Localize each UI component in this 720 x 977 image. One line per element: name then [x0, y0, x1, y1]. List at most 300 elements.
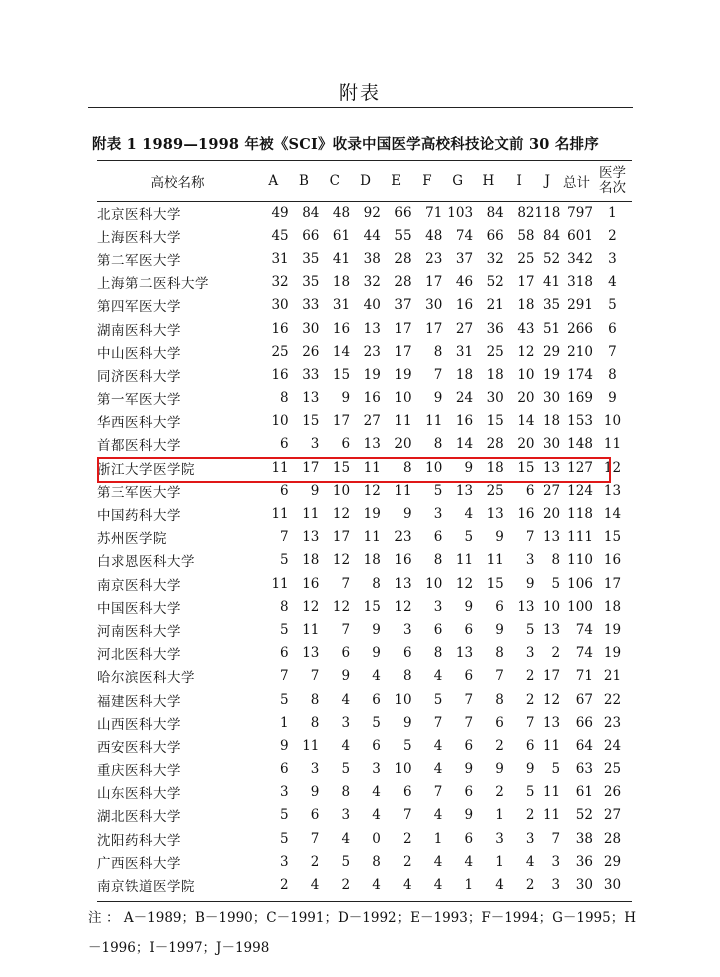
- year-count-cell: 8: [433, 436, 443, 453]
- header-d: D: [360, 173, 371, 189]
- year-count-cell: 4: [433, 668, 443, 685]
- rank-cell: 16: [603, 552, 622, 569]
- year-count-cell: 103: [447, 204, 474, 221]
- header-total: 总计: [563, 175, 591, 191]
- year-count-cell: 4: [372, 877, 381, 894]
- year-count-cell: 7: [464, 714, 474, 731]
- year-count-cell: 15: [517, 459, 535, 476]
- year-count-cell: 43: [517, 320, 535, 337]
- year-count-cell: 3: [433, 598, 443, 615]
- year-count-cell: 52: [486, 274, 504, 291]
- year-count-cell: 13: [363, 320, 381, 337]
- year-count-cell: 27: [363, 413, 381, 430]
- year-count-cell: 5: [280, 807, 289, 824]
- year-count-cell: 18: [302, 552, 320, 569]
- year-count-cell: 3: [372, 761, 381, 778]
- year-count-cell: 9: [464, 598, 474, 615]
- year-count-cell: 30: [271, 297, 289, 314]
- year-count-cell: 9: [372, 645, 381, 662]
- year-count-cell: 15: [302, 413, 320, 430]
- year-count-cell: 7: [464, 691, 474, 708]
- header-e: E: [391, 173, 402, 189]
- year-count-cell: 19: [394, 366, 412, 383]
- year-count-cell: 9: [525, 761, 535, 778]
- year-count-cell: 20: [542, 506, 561, 523]
- year-count-cell: 23: [425, 250, 443, 267]
- year-count-cell: 3: [433, 506, 443, 523]
- year-count-cell: 8: [280, 598, 289, 615]
- year-count-cell: 4: [433, 807, 443, 824]
- year-count-cell: 13: [517, 598, 535, 615]
- year-count-cell: 25: [486, 482, 504, 499]
- year-count-cell: 16: [332, 320, 351, 337]
- year-count-cell: 3: [280, 853, 289, 870]
- year-count-cell: 3: [525, 645, 535, 662]
- rank-cell: 27: [603, 807, 622, 824]
- year-count-cell: 82: [517, 204, 535, 221]
- year-count-cell: 6: [464, 668, 474, 685]
- total-cell: 74: [575, 645, 593, 662]
- year-count-cell: 8: [551, 552, 561, 569]
- year-count-cell: 11: [394, 482, 412, 499]
- table-row: [97, 317, 632, 340]
- total-cell: 124: [567, 482, 593, 499]
- year-count-cell: 6: [433, 529, 443, 546]
- year-count-cell: 2: [525, 691, 535, 708]
- university-name-cell: 第二军医大学: [97, 252, 181, 269]
- year-count-cell: 6: [372, 691, 381, 708]
- university-name-cell: 苏州医学院: [97, 531, 167, 548]
- year-count-cell: 1: [464, 877, 474, 894]
- year-count-cell: 17: [332, 529, 351, 546]
- year-count-cell: 3: [280, 784, 289, 801]
- year-count-cell: 52: [542, 250, 561, 267]
- table-row: [97, 873, 632, 896]
- total-cell: 71: [575, 668, 593, 685]
- year-count-cell: 11: [394, 413, 412, 430]
- year-count-cell: 7: [433, 784, 443, 801]
- year-count-cell: 31: [455, 343, 474, 360]
- rank-cell: 19: [603, 621, 622, 638]
- year-count-cell: 17: [394, 343, 412, 360]
- year-count-cell: 6: [464, 621, 474, 638]
- year-count-cell: 66: [486, 227, 504, 244]
- year-count-cell: 10: [394, 691, 412, 708]
- year-count-cell: 33: [302, 297, 320, 314]
- year-count-cell: 8: [310, 714, 320, 731]
- year-count-cell: 15: [332, 459, 351, 476]
- year-count-cell: 7: [310, 830, 320, 847]
- university-name-cell: 中山医科大学: [97, 345, 181, 362]
- table-row: [97, 688, 632, 711]
- year-count-cell: 8: [372, 575, 381, 592]
- year-count-cell: 10: [394, 761, 412, 778]
- year-count-cell: 10: [542, 598, 561, 615]
- rank-cell: 10: [603, 413, 622, 430]
- year-count-cell: 11: [363, 459, 381, 476]
- total-cell: 153: [567, 413, 593, 430]
- year-count-cell: 6: [464, 737, 474, 754]
- year-count-cell: 8: [433, 343, 443, 360]
- year-count-cell: 28: [394, 250, 412, 267]
- year-count-cell: 92: [363, 204, 381, 221]
- university-name-cell: 福建医科大学: [97, 693, 181, 710]
- total-cell: 342: [567, 250, 593, 267]
- year-count-cell: 7: [280, 668, 289, 685]
- year-count-cell: 1: [433, 830, 443, 847]
- university-name-cell: 西安医科大学: [97, 739, 181, 756]
- year-count-cell: 2: [341, 877, 351, 894]
- year-count-cell: 37: [455, 250, 474, 267]
- year-count-cell: 9: [495, 761, 504, 778]
- rank-cell: 19: [603, 645, 622, 662]
- year-count-cell: 6: [280, 482, 289, 499]
- year-count-cell: 84: [486, 204, 504, 221]
- year-count-cell: 9: [464, 761, 474, 778]
- year-count-cell: 25: [517, 250, 535, 267]
- year-count-cell: 11: [542, 737, 561, 754]
- year-count-cell: 5: [525, 784, 535, 801]
- year-count-cell: 37: [394, 297, 412, 314]
- year-count-cell: 6: [372, 737, 381, 754]
- year-count-cell: 13: [542, 621, 561, 638]
- year-count-cell: 5: [464, 529, 474, 546]
- year-count-cell: 5: [551, 575, 561, 592]
- year-count-cell: 25: [271, 343, 289, 360]
- year-count-cell: 3: [551, 877, 561, 894]
- year-count-cell: 11: [302, 506, 320, 523]
- year-count-cell: 2: [525, 877, 535, 894]
- rank-cell: 3: [608, 250, 617, 267]
- year-count-cell: 31: [332, 297, 351, 314]
- year-count-cell: 32: [486, 250, 504, 267]
- table-row: [97, 502, 632, 525]
- year-count-cell: 8: [341, 784, 351, 801]
- year-count-cell: 38: [363, 250, 381, 267]
- university-name-cell: 南京铁道医学院: [97, 879, 195, 896]
- year-count-cell: 32: [271, 274, 289, 291]
- year-count-cell: 17: [332, 413, 351, 430]
- header-h: H: [482, 173, 495, 189]
- year-count-cell: 6: [495, 714, 504, 731]
- year-count-cell: 6: [310, 807, 320, 824]
- table-row: [97, 271, 632, 294]
- university-name-cell: 中国医科大学: [97, 600, 181, 617]
- year-count-cell: 11: [542, 784, 561, 801]
- year-count-cell: 9: [402, 714, 412, 731]
- total-cell: 601: [567, 227, 593, 244]
- year-count-cell: 13: [302, 390, 320, 407]
- year-count-cell: 11: [271, 506, 289, 523]
- year-count-cell: 8: [402, 668, 412, 685]
- rank-cell: 23: [603, 714, 622, 731]
- year-count-cell: 13: [302, 645, 320, 662]
- year-count-cell: 23: [394, 529, 412, 546]
- year-count-cell: 5: [525, 621, 535, 638]
- year-count-cell: 12: [363, 482, 381, 499]
- university-name-cell: 第四军医大学: [97, 299, 181, 316]
- year-count-cell: 11: [455, 552, 474, 569]
- table-row: [97, 340, 632, 363]
- year-count-cell: 25: [486, 343, 504, 360]
- university-name-cell: 湖北医科大学: [97, 809, 181, 826]
- year-count-cell: 8: [310, 691, 320, 708]
- year-count-cell: 27: [542, 482, 561, 499]
- table-row: [97, 827, 632, 850]
- year-count-cell: 4: [495, 877, 504, 894]
- year-count-cell: 6: [280, 436, 289, 453]
- year-count-cell: 4: [464, 506, 474, 523]
- total-cell: 210: [567, 343, 593, 360]
- total-cell: 74: [575, 621, 593, 638]
- year-count-cell: 12: [455, 575, 474, 592]
- highlight-box: [97, 457, 611, 483]
- year-count-cell: 40: [363, 297, 381, 314]
- year-count-cell: 26: [302, 343, 320, 360]
- university-name-cell: 上海第二医科大学: [97, 276, 209, 293]
- university-name-cell: 南京医科大学: [97, 577, 181, 594]
- year-count-cell: 9: [464, 807, 474, 824]
- year-count-cell: 7: [495, 668, 504, 685]
- year-count-cell: 7: [525, 529, 535, 546]
- header-i: I: [516, 173, 522, 189]
- year-count-cell: 29: [542, 343, 561, 360]
- year-count-cell: 14: [455, 436, 474, 453]
- year-count-cell: 1: [495, 853, 504, 870]
- university-name-cell: 河北医科大学: [97, 647, 181, 664]
- year-count-cell: 6: [464, 784, 474, 801]
- year-count-cell: 35: [542, 297, 561, 314]
- total-cell: 118: [567, 506, 593, 523]
- year-count-cell: 4: [433, 877, 443, 894]
- rank-cell: 11: [603, 436, 622, 453]
- year-count-cell: 13: [486, 506, 504, 523]
- year-count-cell: 9: [280, 737, 289, 754]
- year-count-cell: 41: [332, 250, 351, 267]
- university-name-cell: 上海医科大学: [97, 229, 181, 246]
- year-count-cell: 9: [495, 621, 504, 638]
- year-count-cell: 30: [542, 390, 561, 407]
- year-count-cell: 5: [402, 737, 412, 754]
- university-name-cell: 第一军医大学: [97, 392, 181, 409]
- year-count-cell: 9: [310, 482, 320, 499]
- year-count-cell: 2: [402, 830, 412, 847]
- year-count-cell: 12: [517, 343, 535, 360]
- year-count-cell: 11: [486, 552, 504, 569]
- year-count-cell: 8: [372, 853, 381, 870]
- year-count-cell: 41: [542, 274, 561, 291]
- header-university: 高校名称: [150, 175, 205, 191]
- year-count-cell: 10: [425, 575, 443, 592]
- total-cell: 318: [567, 274, 593, 291]
- total-cell: 127: [567, 459, 593, 476]
- rank-cell: 26: [603, 784, 622, 801]
- year-count-cell: 36: [486, 320, 504, 337]
- year-count-cell: 8: [280, 390, 289, 407]
- year-count-cell: 17: [517, 274, 535, 291]
- year-count-cell: 4: [341, 691, 351, 708]
- year-count-cell: 3: [495, 830, 504, 847]
- year-count-cell: 4: [433, 737, 443, 754]
- year-count-cell: 6: [525, 737, 535, 754]
- year-count-cell: 9: [341, 390, 351, 407]
- top-rule: [88, 107, 633, 108]
- year-count-cell: 10: [425, 459, 443, 476]
- year-count-cell: 16: [394, 552, 412, 569]
- year-count-cell: 2: [402, 853, 412, 870]
- table-row: [97, 618, 632, 641]
- rank-cell: 15: [603, 529, 622, 546]
- total-cell: 63: [575, 761, 593, 778]
- year-count-cell: 12: [332, 598, 351, 615]
- year-count-cell: 15: [332, 366, 351, 383]
- rank-cell: 25: [603, 761, 622, 778]
- total-cell: 64: [575, 737, 593, 754]
- table-row: [97, 549, 632, 572]
- year-count-cell: 17: [302, 459, 320, 476]
- table-row: [97, 201, 632, 224]
- rank-cell: 2: [608, 227, 617, 244]
- year-count-cell: 84: [542, 227, 561, 244]
- year-count-cell: 6: [280, 645, 289, 662]
- total-cell: 66: [575, 714, 593, 731]
- year-count-cell: 10: [271, 413, 289, 430]
- table-row: [97, 665, 632, 688]
- year-count-cell: 45: [271, 227, 289, 244]
- header-c: C: [329, 173, 340, 189]
- year-count-cell: 15: [486, 413, 504, 430]
- year-count-cell: 61: [332, 227, 351, 244]
- total-cell: 52: [575, 807, 593, 824]
- year-count-cell: 32: [363, 274, 381, 291]
- ranking-table: [97, 161, 632, 897]
- year-count-cell: 58: [517, 227, 535, 244]
- year-count-cell: 48: [332, 204, 351, 221]
- year-count-cell: 28: [486, 436, 504, 453]
- year-count-cell: 9: [525, 575, 535, 592]
- year-count-cell: 4: [372, 807, 381, 824]
- table-row: [97, 387, 632, 410]
- year-count-cell: 3: [310, 761, 320, 778]
- year-count-cell: 5: [341, 853, 351, 870]
- year-count-cell: 6: [341, 645, 351, 662]
- year-count-cell: 12: [332, 506, 351, 523]
- university-name-cell: 广西医科大学: [97, 855, 181, 872]
- year-count-cell: 11: [363, 529, 381, 546]
- year-count-cell: 20: [394, 436, 412, 453]
- year-count-cell: 14: [517, 413, 535, 430]
- year-count-cell: 3: [341, 807, 351, 824]
- year-count-cell: 46: [455, 274, 474, 291]
- year-count-cell: 4: [341, 830, 351, 847]
- year-count-cell: 14: [332, 343, 351, 360]
- table-row: [97, 850, 632, 873]
- total-cell: 38: [575, 830, 593, 847]
- year-count-cell: 3: [341, 714, 351, 731]
- year-count-cell: 30: [542, 436, 561, 453]
- university-name-cell: 沈阳药科大学: [97, 832, 181, 849]
- year-count-cell: 4: [525, 853, 535, 870]
- rank-cell: 24: [603, 737, 622, 754]
- year-count-cell: 18: [486, 459, 504, 476]
- year-count-cell: 5: [433, 691, 443, 708]
- header-f: F: [422, 173, 432, 189]
- year-count-cell: 12: [302, 598, 320, 615]
- year-count-cell: 9: [402, 506, 412, 523]
- year-count-cell: 48: [425, 227, 443, 244]
- header-a: A: [268, 173, 279, 189]
- rank-cell: 5: [608, 297, 617, 314]
- year-count-cell: 71: [425, 204, 443, 221]
- year-count-cell: 17: [542, 668, 561, 685]
- total-cell: 174: [567, 366, 593, 383]
- year-count-cell: 19: [363, 366, 381, 383]
- year-count-cell: 6: [525, 482, 535, 499]
- table-row: [97, 224, 632, 247]
- rank-cell: 8: [608, 366, 617, 383]
- table-note: 注：A－1989；B－1990；C－1991；D－1992；E－1993；F－1994；G－1995；H－1996；I－1997；J－1998: [88, 910, 636, 956]
- rank-cell: 17: [603, 575, 622, 592]
- year-count-cell: 2: [525, 668, 535, 685]
- year-count-cell: 10: [394, 390, 412, 407]
- year-count-cell: 11: [425, 413, 443, 430]
- year-count-cell: 16: [271, 320, 289, 337]
- year-count-cell: 13: [542, 459, 561, 476]
- university-name-cell: 浙江大学医学院: [97, 461, 195, 478]
- year-count-cell: 6: [402, 784, 412, 801]
- year-count-cell: 4: [372, 668, 381, 685]
- year-count-cell: 17: [394, 320, 412, 337]
- table-bottom-rule: [97, 901, 632, 902]
- year-count-cell: 15: [363, 598, 381, 615]
- year-count-cell: 2: [525, 807, 535, 824]
- university-name-cell: 白求恩医科大学: [97, 554, 195, 571]
- year-count-cell: 7: [551, 830, 561, 847]
- year-count-cell: 13: [394, 575, 412, 592]
- year-count-cell: 35: [302, 274, 320, 291]
- year-count-cell: 7: [525, 714, 535, 731]
- university-name-cell: 山东医科大学: [97, 786, 181, 803]
- rank-cell: 6: [608, 320, 617, 337]
- year-count-cell: 18: [486, 366, 504, 383]
- total-cell: 291: [567, 297, 593, 314]
- year-count-cell: 7: [341, 575, 351, 592]
- total-cell: 36: [575, 853, 593, 870]
- year-count-cell: 12: [542, 691, 561, 708]
- year-count-cell: 17: [425, 274, 443, 291]
- table-row: [97, 247, 632, 270]
- year-count-cell: 16: [455, 297, 474, 314]
- year-count-cell: 2: [551, 645, 561, 662]
- year-count-cell: 5: [280, 552, 289, 569]
- university-name-cell: 哈尔滨医科大学: [97, 670, 195, 687]
- university-name-cell: 河南医科大学: [97, 623, 181, 640]
- year-count-cell: 12: [394, 598, 412, 615]
- rank-cell: 21: [603, 668, 622, 685]
- total-cell: 100: [567, 598, 593, 615]
- year-count-cell: 7: [433, 366, 443, 383]
- total-cell: 61: [575, 784, 593, 801]
- year-count-cell: 20: [517, 436, 535, 453]
- year-count-cell: 3: [551, 853, 561, 870]
- table-row: [97, 711, 632, 734]
- year-count-cell: 31: [271, 250, 289, 267]
- year-count-cell: 5: [280, 830, 289, 847]
- table-body: [97, 201, 632, 897]
- year-count-cell: 11: [302, 737, 320, 754]
- year-count-cell: 1: [495, 807, 504, 824]
- year-count-cell: 11: [302, 621, 320, 638]
